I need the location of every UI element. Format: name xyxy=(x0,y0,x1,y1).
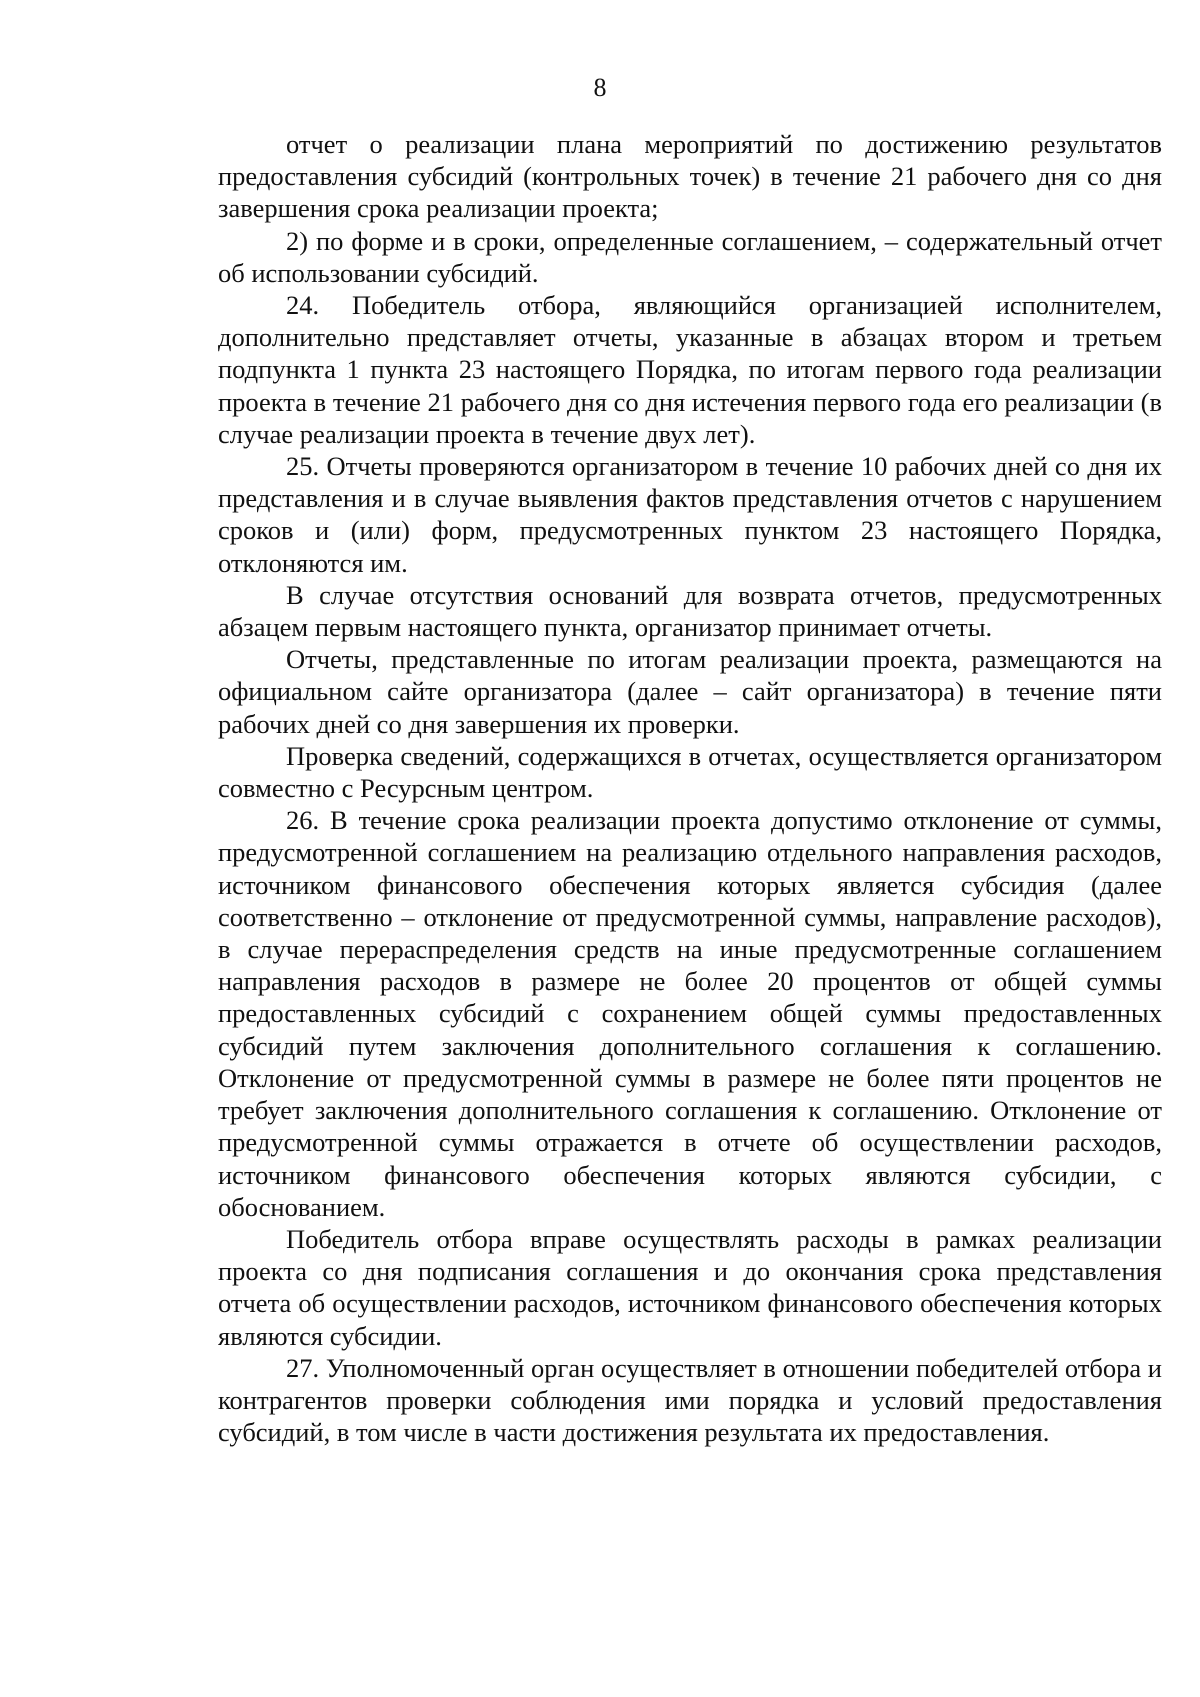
paragraph-winner-expenses: Победитель отбора вправе осуществлять расходы в рамках реализации проекта со дня подписания соглашения и до окончания срока представления отчета об осуществлении расходов, источником финансового обеспечения которых являются субсидии. xyxy=(218,1223,1162,1351)
document-body xyxy=(218,128,1162,1448)
page-number: 8 xyxy=(593,73,607,102)
paragraph-no-grounds: В случае отсутствия оснований для возврата отчетов, предусмотренных абзацем первым настоящего пункта, организатор принимает отчеты. xyxy=(218,579,1162,643)
paragraph-point-26: 26. В течение срока реализации проекта допустимо отклонение от суммы, предусмотренной соглашением на реализацию отдельного направления расходов, источником финансового обеспечения которых является субсидия (далее соответственно – отклонение от предусмотренной суммы, направление расходов), в случае перераспределения средств на иные предусмотренные соглашением направления расходов в размере не более 20 процентов от общей суммы предоставленных субсидий с сохранением общей суммы предоставленных субсидий путем заключения дополнительного соглашения к соглашению. Отклонение от предусмотренной суммы в размере не более пяти процентов не требует заключения дополнительного соглашения к соглашению. Отклонение от предусмотренной суммы отражается в отчете об осуществлении расходов, источником финансового обеспечения которых являются субсидии, с обоснованием. xyxy=(218,805,1162,1222)
paragraph-point-24: 24. Победитель отбора, являющийся организацией исполнителем, дополнительно представляет отчеты, указанные в абзацах втором и третьем подпункта 1 пункта 23 настоящего Порядка, по итогам первого года реализации проекта в течение 21 рабочего дня со дня истечения первого года его реализации (в случае реализации проекта в течение двух лет). xyxy=(218,290,1162,449)
paragraph-report-plan: отчет о реализации плана мероприятий по достижению результатов предоставления субсидий (контрольных точек) в течение 21 рабочего дня со дня завершения срока реализации проекта; xyxy=(218,129,1162,224)
paragraph-reports-published: Отчеты, представленные по итогам реализации проекта, размещаются на официальном сайте организатора (далее – сайт организатора) в течение пяти рабочих дней со дня завершения их проверки. xyxy=(218,644,1162,739)
paragraph-point-25: 25. Отчеты проверяются организатором в течение 10 рабочих дней со дня их представления и в случае выявления фактов представления отчетов с нарушением сроков и (или) форм, предусмотренных пунктом 23 настоящего Порядка, отклоняются им. xyxy=(218,451,1162,578)
paragraph-item-2: 2) по форме и в сроки, определенные соглашением, – содержательный отчет об использовании субсидий. xyxy=(218,225,1162,288)
paragraph-verification: Проверка сведений, содержащихся в отчетах, осуществляется организатором совместно с Ресурсным центром. xyxy=(218,740,1162,804)
paragraph-point-27: 27. Уполномоченный орган осуществляет в отношении победителей отбора и контрагентов проверки соблюдения ими порядка и условий предоставления субсидий, в том числе в части достижения результата их предоставления. xyxy=(218,1352,1162,1448)
